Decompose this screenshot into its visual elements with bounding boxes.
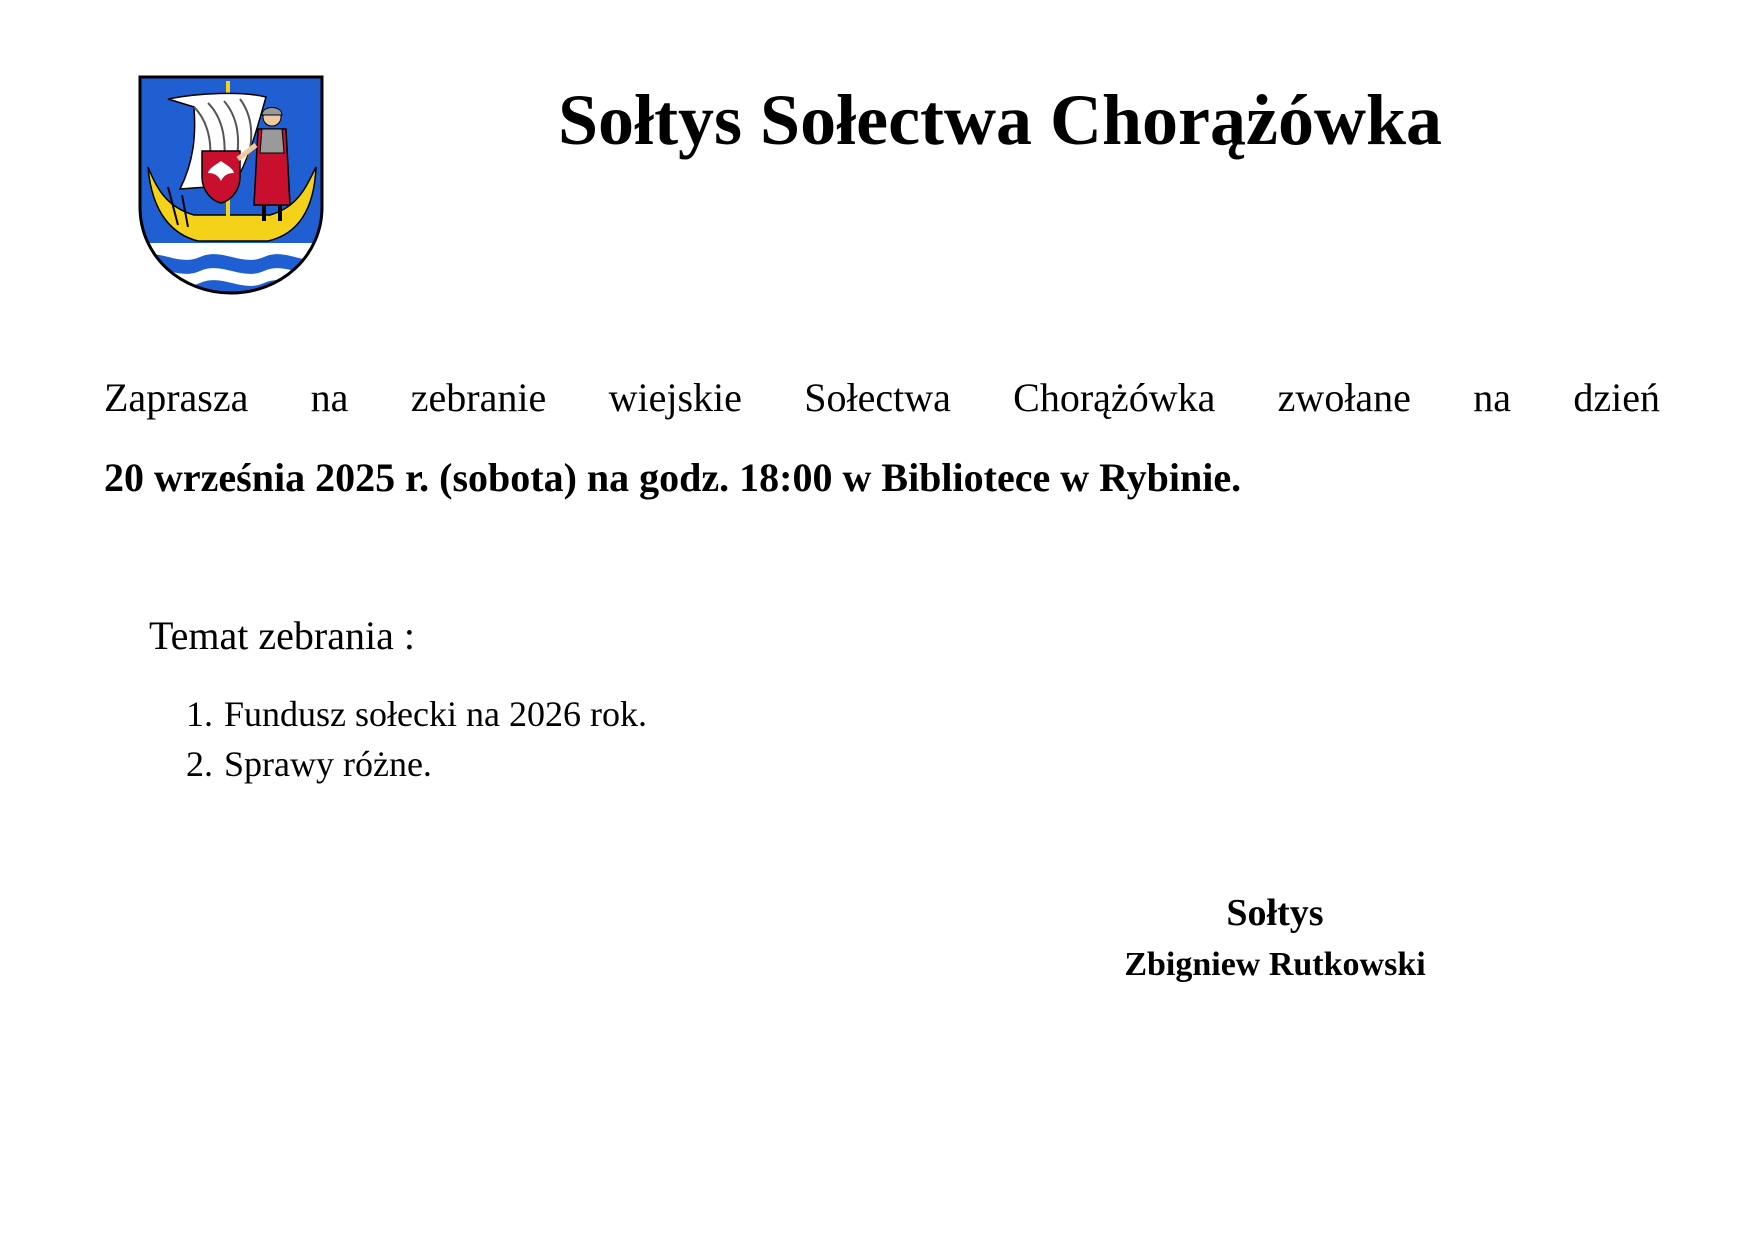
list-item-text: Sprawy różne.	[224, 744, 432, 784]
meeting-details: 20 września 2025 r. (sobota) na godz. 18:00 w Bibliotece w Rybinie.	[104, 455, 1242, 500]
signature-block	[1070, 888, 1480, 988]
list-item-number: 1.	[186, 694, 213, 734]
signature-role: Sołtys	[1226, 892, 1324, 934]
page-title: Sołtys Sołectwa Chorążówka	[558, 80, 1442, 160]
agenda-heading: Temat zebrania :	[149, 613, 415, 658]
agenda-list	[186, 689, 647, 789]
list-item-number: 2.	[186, 744, 213, 784]
list-item	[186, 739, 647, 789]
invitation-text: Zaprasza na zebranie wiejskie Sołectwa Chorążówka zwołane na dzień	[104, 375, 1660, 420]
signature-name: Zbigniew Rutkowski	[1124, 946, 1426, 983]
coat-of-arms-icon	[138, 75, 324, 297]
list-item	[186, 689, 647, 739]
list-item-text: Fundusz sołecki na 2026 rok.	[224, 694, 647, 734]
